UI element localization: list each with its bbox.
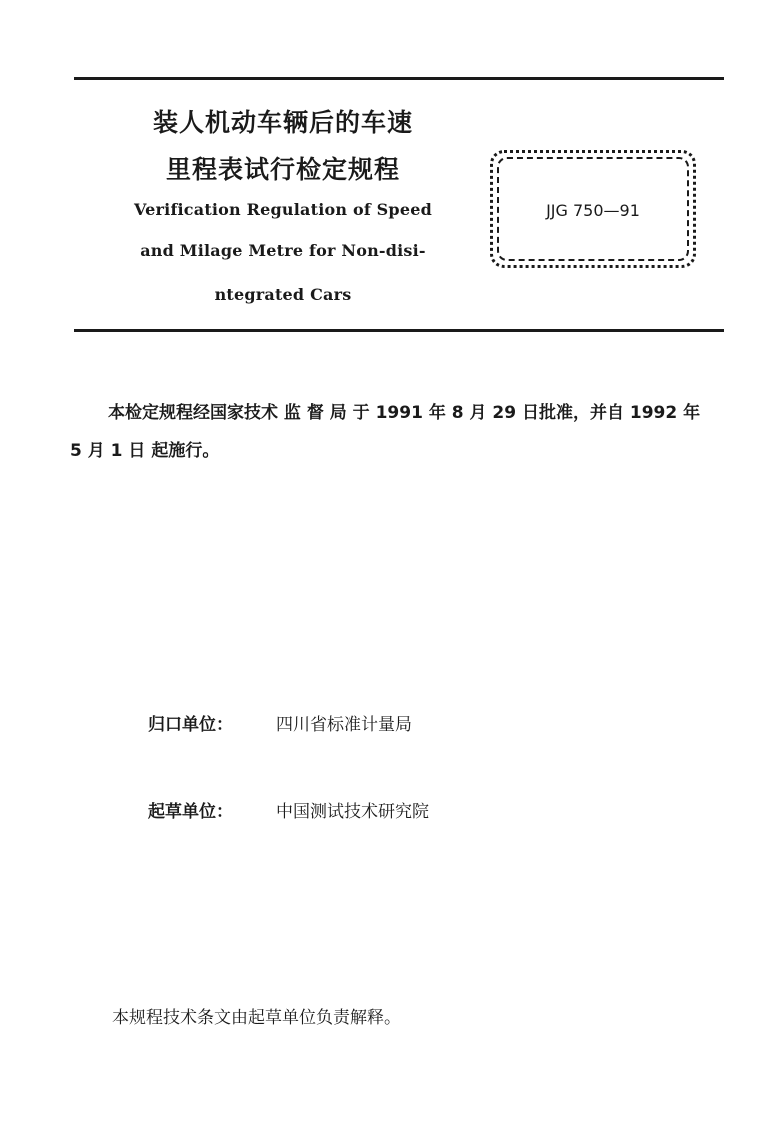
interpretation-note: 本规程技术条文由起草单位负责解释。 (112, 1008, 401, 1028)
bottom-rule (74, 329, 724, 332)
title-english-line-2: and Milage Metre for Non-disi- (140, 241, 426, 260)
approval-statement: 本检定规程经国家技术 监 督 局 于 1991 年 8 月 29 日批准，并自 1992 年 5 月 1 日 起施行。 (70, 403, 701, 461)
title-chinese-line-1: 装人机动车辆后的车速 (152, 108, 413, 137)
drafting-unit-row (148, 797, 429, 822)
top-rule (74, 77, 724, 80)
drafting-unit-label: 起草单位： (148, 802, 233, 822)
title-english-line-3: ntegrated Cars (214, 285, 352, 304)
drafting-unit-value: 中国测试技术研究院 (276, 802, 429, 822)
title-chinese-line-2: 里程表试行检定规程 (165, 155, 400, 184)
responsible-unit-value: 四川省标准计量局 (276, 715, 412, 735)
standard-code: JJG 750—91 (546, 201, 640, 220)
title-english-line-1: Verification Regulation of Speed (134, 200, 432, 219)
responsible-unit-row (148, 710, 412, 735)
responsible-unit-label: 归口单位： (148, 715, 233, 735)
standard-code-frame (490, 150, 696, 268)
